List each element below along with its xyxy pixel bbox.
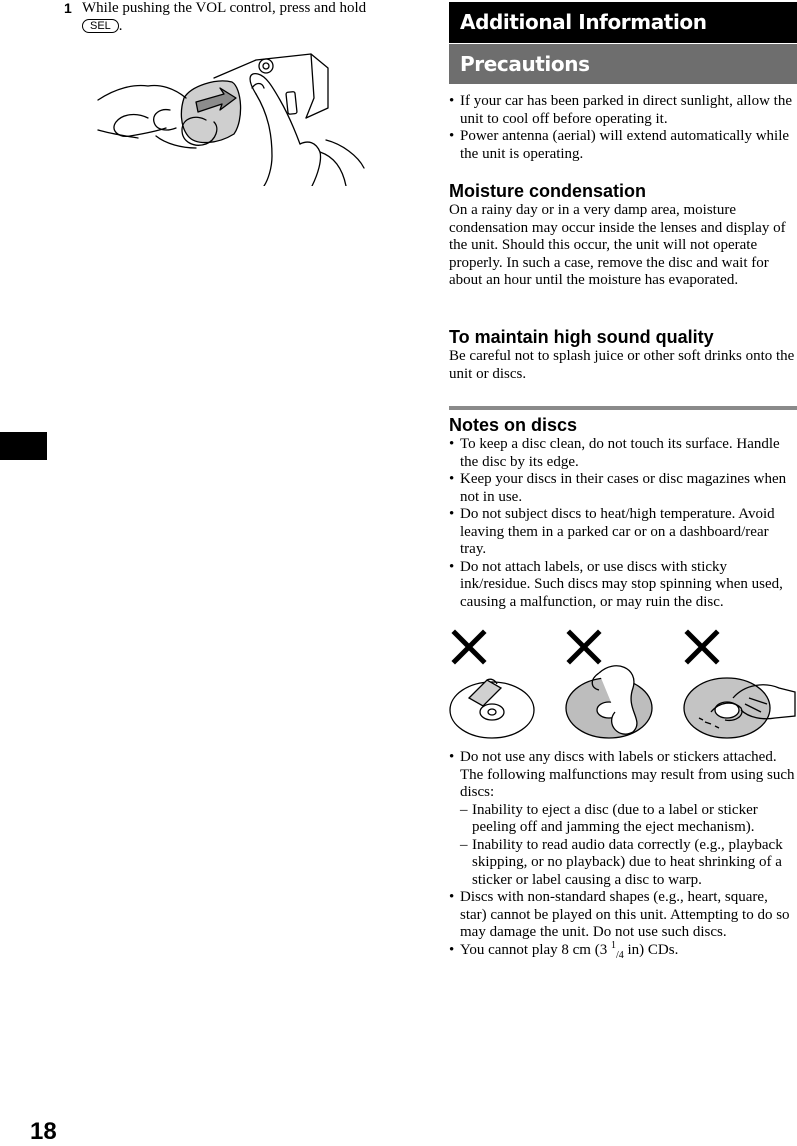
sound-quality-body: Be careful not to splash juice or other soft drinks onto the unit or discs. <box>449 348 795 382</box>
moisture-body: On a rainy day or in a very damp area, moisture condensation may occur inside the lenses and display of the unit. Should this occur, the unit will not operate properly. In such a case, remove the disc and wait for about an hour until the moisture has evaporated. <box>449 202 786 288</box>
section-tab-marker <box>0 432 47 460</box>
prohibited-x-icon <box>570 633 598 661</box>
section-banner-additional-information: Additional Information <box>449 2 797 43</box>
moisture-section <box>449 180 797 290</box>
hand-pressing-control-illustration <box>96 48 368 186</box>
notes-on-discs-section <box>449 414 797 611</box>
sound-quality-section <box>449 326 797 383</box>
prohibited-x-icon <box>688 633 716 661</box>
list-item: • Do not attach labels, or use discs with sticky ink/residue. Such discs may stop spinning when used, causing a malfunction, or may ruin the disc. <box>449 559 797 612</box>
disc-with-sticky-residue-icon <box>684 678 795 738</box>
prohibited-x-icon <box>455 633 483 661</box>
sound-quality-heading: To maintain high sound quality <box>449 327 714 347</box>
step-number: 1 <box>64 0 72 16</box>
list-item: – Inability to eject a disc (due to a label or sticker peeling off and jamming the eject mechanism). <box>460 802 797 837</box>
precautions-list <box>449 93 797 163</box>
page-number: 18 <box>30 1118 57 1145</box>
sel-button-glyph: SEL <box>82 19 119 33</box>
disc-warnings-illustration <box>449 628 797 746</box>
list-item: • Keep your discs in their cases or disc magazines when not in use. <box>449 471 797 506</box>
moisture-heading: Moisture condensation <box>449 181 647 201</box>
list-item: • You cannot play 8 cm (3 $^1_{/4}$ in) CDs. <box>449 942 797 960</box>
notes-on-discs-heading: Notes on discs <box>449 415 578 435</box>
precautions-list-block <box>449 93 797 163</box>
list-item: – Inability to read audio data correctly (e.g., playback skipping, or no playback) due to heat shrinking of a sticker or label causing a disc to warp. <box>460 837 797 890</box>
disc-with-label-icon <box>450 679 534 738</box>
list-item: • Discs with non-standard shapes (e.g., heart, square, star) cannot be played on this unit. Attempting to do so may damage the unit. Do not use such discs. <box>449 889 797 942</box>
section-divider <box>449 406 797 410</box>
list-item: • Do not subject discs to heat/high temperature. Avoid leaving them in a parked car or on a dashboard/rear tray. <box>449 506 797 559</box>
list-item: • Do not use any discs with labels or stickers attached. The following malfunctions may result from using such discs: – Inability to eject a disc (due to a label or sticker peeling off and jamming the eject mechanism). – Inability to read audio data correctly (e.g., playback skipping, or no playback) due to heat shrinking of a sticker or label causing a disc to warp. <box>449 749 797 889</box>
list-item: • If your car has been parked in direct sunlight, allow the unit to cool off before operating it. <box>449 93 797 128</box>
list-item: • Power antenna (aerial) will extend automatically while the unit is operating. <box>449 128 797 163</box>
discs-list-continued <box>449 749 797 959</box>
list-item: • To keep a disc clean, do not touch its surface. Handle the disc by its edge. <box>449 436 797 471</box>
step-text: While pushing the VOL control, press and hold SEL . <box>82 0 367 34</box>
warped-disc-icon <box>566 666 652 738</box>
malfunction-list <box>460 802 797 890</box>
discs-list <box>449 436 797 611</box>
section-banner-precautions: Precautions <box>449 44 797 84</box>
